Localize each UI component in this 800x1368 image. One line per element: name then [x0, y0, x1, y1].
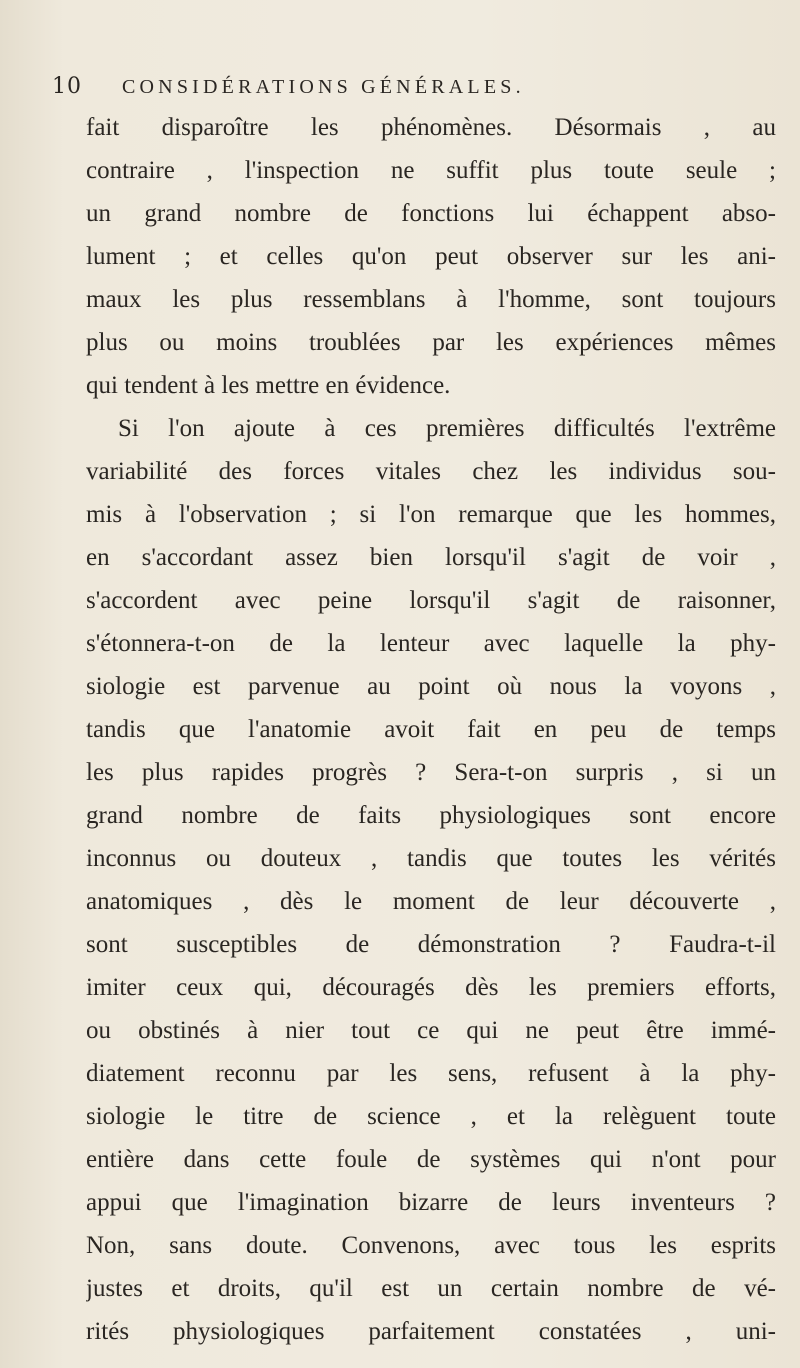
- text-line: fait disparoître les phénomènes. Désormais , au: [86, 114, 776, 141]
- text-line: sont susceptibles de démonstration ? Faudra-t-il: [86, 931, 776, 958]
- text-line: plus ou moins troublées par les expériences mêmes: [86, 329, 776, 356]
- page-header: [52, 74, 752, 106]
- text-line: les plus rapides progrès ? Sera-t-on surpris , si un: [86, 759, 776, 786]
- text-line: ou obstinés à nier tout ce qui ne peut être immé-: [86, 1017, 776, 1044]
- text-line: lument ; et celles qu'on peut observer sur les ani-: [86, 243, 776, 270]
- text-line: siologie est parvenue au point où nous la voyons ,: [86, 673, 776, 700]
- text-line: imiter ceux qui, découragés dès les premiers efforts,: [86, 974, 776, 1001]
- page-number: 10: [52, 74, 82, 99]
- text-line: un grand nombre de fonctions lui échappent abso-: [86, 200, 776, 227]
- text-line: s'accordent avec peine lorsqu'il s'agit de raisonner,: [86, 587, 776, 614]
- text-line: maux les plus ressemblans à l'homme, sont toujours: [86, 286, 776, 313]
- text-line: contraire , l'inspection ne suffit plus toute seule ;: [86, 157, 776, 184]
- running-head: CONSIDÉRATIONS GÉNÉRALES.: [122, 76, 525, 98]
- text-line: entière dans cette foule de systèmes qui n'ont pour: [86, 1146, 776, 1173]
- text-line: siologie le titre de science , et la relèguent toute: [86, 1103, 776, 1130]
- text-line: justes et droits, qu'il est un certain nombre de vé-: [86, 1275, 776, 1302]
- text-line: appui que l'imagination bizarre de leurs inventeurs ?: [86, 1189, 776, 1216]
- text-line: s'étonnera-t-on de la lenteur avec laquelle la phy-: [86, 630, 776, 657]
- body-text: [86, 106, 776, 1353]
- text-line: en s'accordant assez bien lorsqu'il s'agit de voir ,: [86, 544, 776, 571]
- text-line: grand nombre de faits physiologiques sont encore: [86, 802, 776, 829]
- text-line: variabilité des forces vitales chez les individus sou-: [86, 458, 776, 485]
- text-line: Non, sans doute. Convenons, avec tous les esprits: [86, 1232, 776, 1259]
- text-line: anatomiques , dès le moment de leur découverte ,: [86, 888, 776, 915]
- text-line: qui tendent à les mettre en évidence.: [86, 372, 451, 399]
- text-line: diatement reconnu par les sens, refusent à la phy-: [86, 1060, 776, 1087]
- text-line: tandis que l'anatomie avoit fait en peu de temps: [86, 716, 776, 743]
- text-line: mis à l'observation ; si l'on remarque que les hommes,: [86, 501, 776, 528]
- text-line: rités physiologiques parfaitement constatées , uni-: [86, 1318, 776, 1345]
- text-line: Si l'on ajoute à ces premières difficultés l'extrême: [118, 415, 776, 442]
- text-line: inconnus ou douteux , tandis que toutes les vérités: [86, 845, 776, 872]
